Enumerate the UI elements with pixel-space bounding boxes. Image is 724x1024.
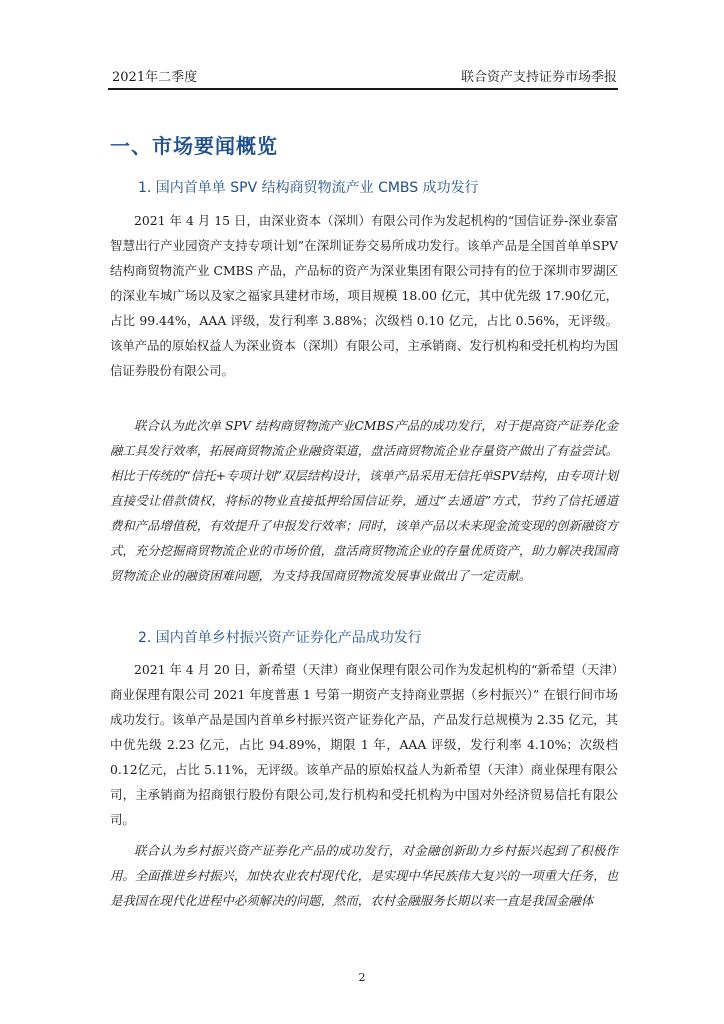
section-title: 一、市场要闻概览 <box>110 134 278 158</box>
header-period: 2021年二季度 <box>112 70 198 85</box>
header-report-title: 联合资产支持证券市场季报 <box>460 70 617 85</box>
comment-1: 联合认为此次单 SPV 结构商贸物流产业CMBS产品的成功发行，对于提高资产证券化金融工具发行效率，拓展商贸物流企业融资渠道，盘活商贸物流企业存量资产做出了有益尝试。相比于传统的“信托+专项计划”双层结构设计，该单产品采用无信托单SPV结构，由专项计划直接受让借款债权，将标的物业直接抵押给国信证券，通过“去通道”方式，节约了信托通道费和产品增值税，有效提升了申报发行效率；同时，该单产品以未来现金流变现的创新融资方式，充分挖掘商贸物流企业的市场价值，盘活商贸物流企业的存量优质资产，助力解决我国商贸物流企业的融资困难问题，为支持我国商贸物流发展事业做出了一定贡献。 <box>110 418 619 583</box>
header-divider <box>108 88 618 90</box>
page-number: 2 <box>358 971 366 984</box>
comment-2: 联合认为乡村振兴资产证券化产品的成功发行，对金融创新助力乡村振兴起到了积极作用。全面推进乡村振兴，加快农业农村现代化，是实现中华民族伟大复兴的一项重大任务，也是我国在现代化进程中必须解决的问题，然而，农村金融服务长期以来一直是我国金融体 <box>110 843 619 908</box>
subheading-2: 2. 国内首单乡村振兴资产证券化产品成功发行 <box>138 630 422 646</box>
subheading-1: 1. 国内首单单 SPV 结构商贸物流产业 CMBS 成功发行 <box>138 180 479 196</box>
paragraph-1: 2021 年 4 月 15 日，由深业资本（深圳）有限公司作为发起机构的“国信证券-深业泰富智慧出行产业园资产支持专项计划”在深圳证券交易所成功发行。该单产品是全国首单单SPV 结构商贸物流产业 CMBS 产品，产品标的资产为深业集团有限公司持有的位于深圳市罗湖区的深业车城广场以及家之福家具建材市场，项目规模 18.00 亿元，其中优先级 17.90亿元，占比 99.44%，AAA 评级，发行利率 3.88%；次级档 0.10 亿元，占比 0.56%，无评级。该单产品的原始权益人为深业资本（深圳）有限公司，主承销商、发行机构和受托机构均为国信证券股份有限公司。 <box>110 213 619 378</box>
page-header <box>112 66 617 88</box>
paragraph-2: 2021 年 4 月 20 日，新希望（天津）商业保理有限公司作为发起机构的“新希望（天津）商业保理有限公司 2021 年度普惠 1 号第一期资产支持商业票据（乡村振兴）” 在银行间市场成功发行。该单产品是国内首单乡村振兴资产证券化产品，产品发行总规模为 2.35 亿元，其中优先级 2.23 亿元，占比 94.89%，期限 1 年，AAA 评级，发行利率 4.10%；次级档 0.12亿元，占比 5.11%，无评级。该单产品的原始权益人为新希望（天津）商业保理有限公司，主承销商为招商银行股份有限公司,发行机构和受托机构为中国对外经济贸易信托有限公司。 <box>110 662 618 827</box>
